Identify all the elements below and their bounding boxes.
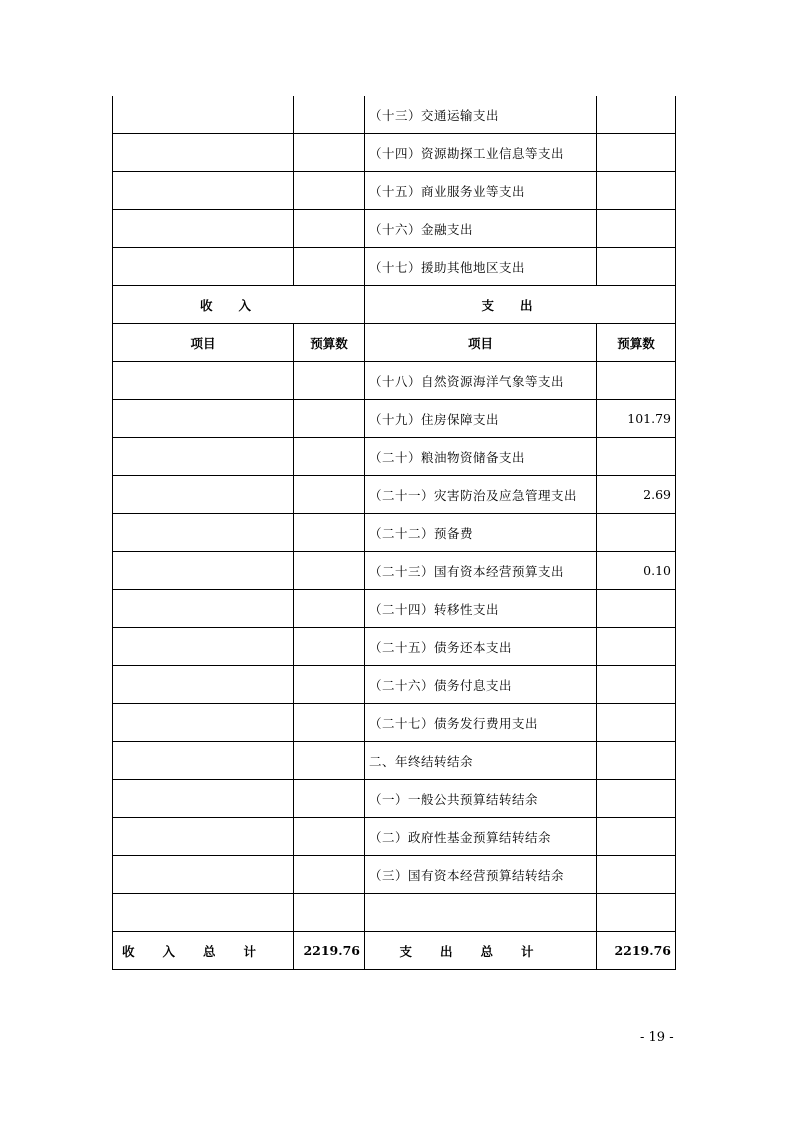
income-item-cell [113, 628, 294, 666]
expense-budget-cell [597, 856, 676, 894]
table-row [113, 894, 676, 932]
expense-item-cell: （二十五）债务还本支出 [365, 628, 597, 666]
income-item-cell [113, 476, 294, 514]
income-item-cell [113, 172, 294, 210]
totals-row [113, 932, 676, 970]
table-row [113, 172, 676, 210]
income-item-cell [113, 438, 294, 476]
expense-budget-cell [597, 704, 676, 742]
income-budget-cell [294, 134, 365, 172]
income-total-label: 收入总计 [113, 932, 294, 970]
expense-item-cell: （十九）住房保障支出 [365, 400, 597, 438]
income-item-cell [113, 210, 294, 248]
expense-budget-cell [597, 172, 676, 210]
income-budget-cell [294, 438, 365, 476]
income-item-cell [113, 780, 294, 818]
expense-budget-cell [597, 514, 676, 552]
table-row [113, 96, 676, 134]
income-section-header: 收入 [113, 286, 365, 324]
expense-budget-cell [597, 96, 676, 134]
table-row [113, 856, 676, 894]
expense-item-cell: （二十三）国有资本经营预算支出 [365, 552, 597, 590]
expense-budget-cell [597, 742, 676, 780]
expense-item-cell: （十八）自然资源海洋气象等支出 [365, 362, 597, 400]
table-row [113, 628, 676, 666]
income-item-cell [113, 248, 294, 286]
income-item-cell [113, 362, 294, 400]
expense-item-cell: （二）政府性基金预算结转结余 [365, 818, 597, 856]
income-item-cell [113, 894, 294, 932]
table-row [113, 362, 676, 400]
column-header-row [113, 324, 676, 362]
income-item-cell [113, 590, 294, 628]
expense-item-cell: （十四）资源勘探工业信息等支出 [365, 134, 597, 172]
income-budget-cell [294, 894, 365, 932]
income-budget-cell [294, 666, 365, 704]
expense-budget-cell [597, 818, 676, 856]
table-row [113, 400, 676, 438]
expense-budget-cell [597, 362, 676, 400]
section-header-row [113, 286, 676, 324]
expense-item-cell [365, 894, 597, 932]
expense-budget-cell [597, 134, 676, 172]
expense-budget-cell: 0.10 [597, 552, 676, 590]
expense-budget-header: 预算数 [597, 324, 676, 362]
income-budget-cell [294, 362, 365, 400]
income-item-cell [113, 666, 294, 704]
table-row [113, 248, 676, 286]
expense-budget-cell: 101.79 [597, 400, 676, 438]
expense-total-label: 支出总计 [365, 932, 597, 970]
income-budget-cell [294, 856, 365, 894]
expense-item-cell: （十七）援助其他地区支出 [365, 248, 597, 286]
expense-total-value: 2219.76 [597, 932, 676, 970]
income-item-cell [113, 818, 294, 856]
table-row [113, 514, 676, 552]
income-item-cell [113, 856, 294, 894]
table-row [113, 134, 676, 172]
income-item-header: 项目 [113, 324, 294, 362]
income-total-value: 2219.76 [294, 932, 365, 970]
expense-budget-cell [597, 780, 676, 818]
table-row [113, 438, 676, 476]
expense-item-cell: （三）国有资本经营预算结转结余 [365, 856, 597, 894]
table-row [113, 590, 676, 628]
income-budget-cell [294, 96, 365, 134]
income-budget-cell [294, 476, 365, 514]
budget-table [112, 96, 676, 970]
income-item-cell [113, 552, 294, 590]
expense-budget-cell [597, 438, 676, 476]
top-rows-body [113, 96, 676, 286]
income-item-cell [113, 514, 294, 552]
expense-item-cell: （二十二）预备费 [365, 514, 597, 552]
income-item-cell [113, 742, 294, 780]
expense-item-cell: （二十七）债务发行费用支出 [365, 704, 597, 742]
expense-budget-cell [597, 666, 676, 704]
table-row [113, 666, 676, 704]
expense-budget-cell [597, 210, 676, 248]
expense-item-cell: （十三）交通运输支出 [365, 96, 597, 134]
income-budget-cell [294, 742, 365, 780]
income-budget-cell [294, 628, 365, 666]
income-budget-cell [294, 210, 365, 248]
expense-item-cell: 二、年终结转结余 [365, 742, 597, 780]
expense-item-cell: （十五）商业服务业等支出 [365, 172, 597, 210]
table-row [113, 552, 676, 590]
income-budget-cell [294, 400, 365, 438]
expense-item-cell: （二十四）转移性支出 [365, 590, 597, 628]
income-item-cell [113, 400, 294, 438]
expense-item-cell: （二十六）债务付息支出 [365, 666, 597, 704]
income-budget-header: 预算数 [294, 324, 365, 362]
income-item-cell [113, 134, 294, 172]
expense-budget-cell [597, 894, 676, 932]
expense-budget-cell [597, 248, 676, 286]
table-row [113, 210, 676, 248]
expense-item-cell: （二十）粮油物资储备支出 [365, 438, 597, 476]
expense-item-header: 项目 [365, 324, 597, 362]
expense-section-header: 支出 [365, 286, 676, 324]
income-budget-cell [294, 172, 365, 210]
income-budget-cell [294, 552, 365, 590]
bottom-rows-body [113, 362, 676, 932]
table-row [113, 818, 676, 856]
table-row [113, 476, 676, 514]
expense-item-cell: （一）一般公共预算结转结余 [365, 780, 597, 818]
table-row [113, 780, 676, 818]
expense-budget-cell [597, 628, 676, 666]
expense-budget-cell [597, 590, 676, 628]
expense-item-cell: （二十一）灾害防治及应急管理支出 [365, 476, 597, 514]
income-item-cell [113, 704, 294, 742]
table-row [113, 742, 676, 780]
income-budget-cell [294, 818, 365, 856]
table-row [113, 704, 676, 742]
income-budget-cell [294, 590, 365, 628]
income-budget-cell [294, 514, 365, 552]
income-budget-cell [294, 704, 365, 742]
expense-budget-cell: 2.69 [597, 476, 676, 514]
income-item-cell [113, 96, 294, 134]
income-budget-cell [294, 780, 365, 818]
income-budget-cell [294, 248, 365, 286]
expense-item-cell: （十六）金融支出 [365, 210, 597, 248]
page-number: - 19 - [640, 1030, 674, 1045]
